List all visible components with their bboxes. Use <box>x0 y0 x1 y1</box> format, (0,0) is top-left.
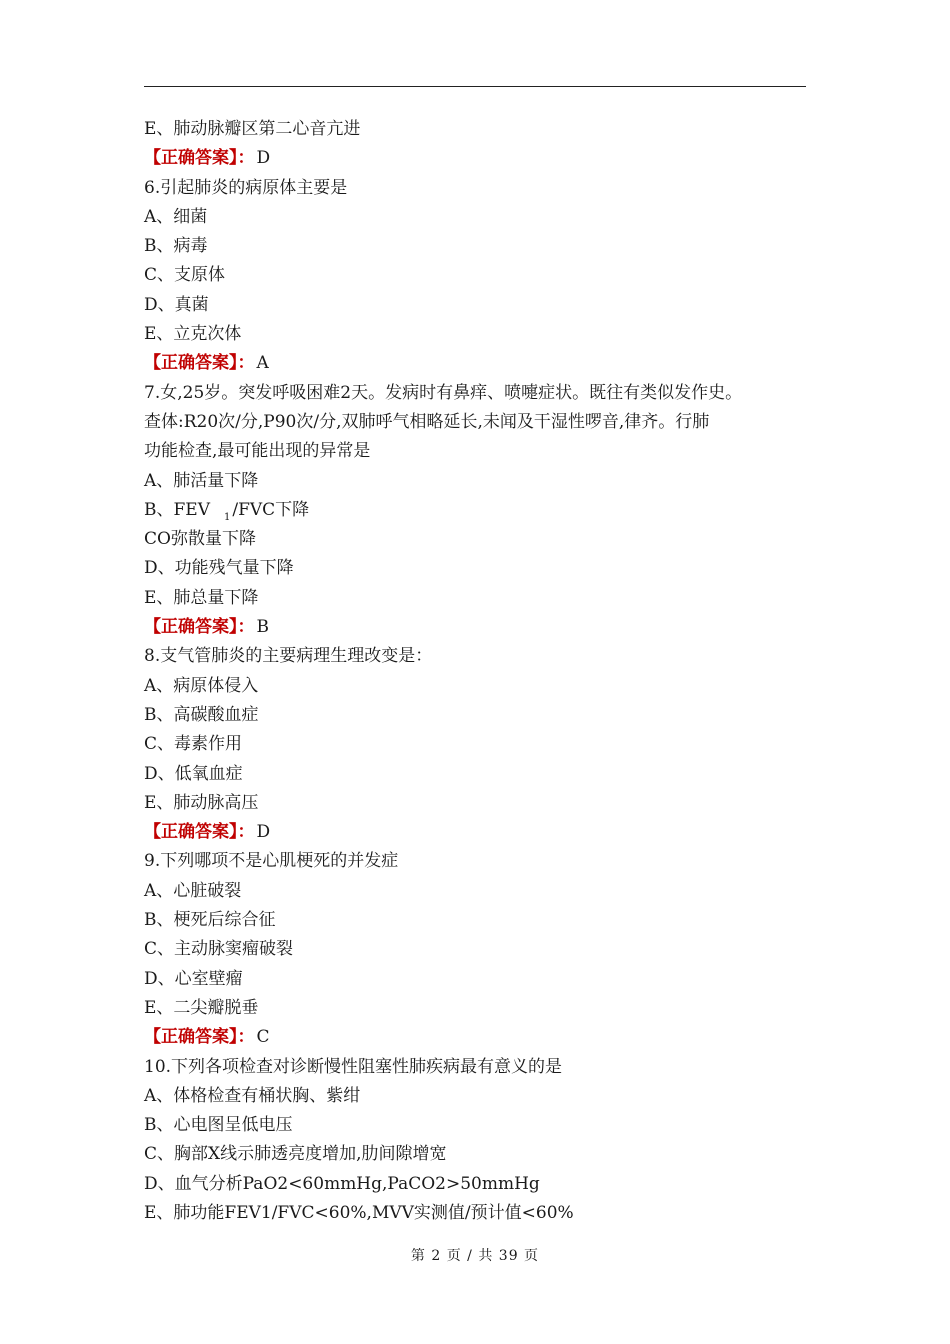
option-line: C、支原体 <box>144 265 226 286</box>
option-line: A、细菌 <box>144 206 208 227</box>
correct-answer-line <box>144 144 824 173</box>
option-line: E、二尖瓣脱垂 <box>144 997 259 1018</box>
option-line: B、梗死后综合征 <box>144 910 276 931</box>
option-line: D、心室壁瘤 <box>144 968 243 989</box>
option-line: C、主动脉窦瘤破裂 <box>144 939 294 960</box>
option-line: C、胸部X线示肺透亮度增加,肋间隙增宽 <box>144 1144 447 1165</box>
option-line: D、功能残气量下降 <box>144 558 294 579</box>
option-line: E、肺总量下降 <box>144 587 259 608</box>
option-line: CO弥散量下降 <box>144 529 256 550</box>
question-stem: 10.下列各项检查对诊断慢性阻塞性肺疾病最有意义的是 <box>144 1056 563 1077</box>
page-footer: 第 2 页 / 共 39 页 <box>410 1248 540 1264</box>
correct-answer-line <box>144 349 824 378</box>
correct-answer-line <box>144 1023 824 1052</box>
option-text: /FVC下降 <box>232 499 310 520</box>
option-line: E、立克次体 <box>144 324 242 345</box>
question-stem: 9.下列哪项不是心肌梗死的并发症 <box>144 851 399 872</box>
option-line: D、低氧血症 <box>144 763 243 784</box>
option-line: E、肺功能FEV1/FVC<60%,MVV实测值/预计值<60% <box>144 1202 574 1223</box>
option-line: 查体:R20次/分,P90次/分,双肺呼气相略延长,未闻及干湿性啰音,律齐。行肺 <box>144 411 710 432</box>
answer-value: A <box>256 353 269 374</box>
option-line: A、病原体侵入 <box>144 675 259 696</box>
answer-label: 【正确答案】： <box>144 617 255 638</box>
option-line: C、毒素作用 <box>144 734 243 755</box>
answer-label: 【正确答案】： <box>144 353 255 374</box>
answer-label: 【正确答案】： <box>144 822 255 843</box>
answer-label: 【正确答案】： <box>144 148 255 169</box>
answer-label: 【正确答案】： <box>144 1027 255 1048</box>
question-content <box>144 115 824 1228</box>
option-line: D、真菌 <box>144 294 209 315</box>
option-line: E、肺动脉瓣区第二心音亢进 <box>144 119 361 139</box>
answer-value: D <box>256 148 271 169</box>
option-line: B、高碳酸血症 <box>144 704 259 725</box>
question-stem: 6.引起肺炎的病原体主要是 <box>144 177 348 198</box>
option-line: B、病毒 <box>144 236 208 257</box>
option-line: E、肺动脉高压 <box>144 792 259 813</box>
header-rule <box>144 86 806 87</box>
answer-value: B <box>256 617 269 638</box>
option-line: A、体格检查有桶状胸、紫绀 <box>144 1085 361 1106</box>
subscript: 1 <box>223 511 231 523</box>
question-stem: 7.女,25岁。突发呼吸困难2天。发病时有鼻痒、喷嚏症状。既往有类似发作史。 <box>144 382 743 403</box>
correct-answer-line <box>144 818 824 847</box>
question-stem: 8.支气管肺炎的主要病理生理改变是： <box>144 646 433 667</box>
option-line: A、心脏破裂 <box>144 880 242 901</box>
correct-answer-line <box>144 613 824 642</box>
option-text: B、FEV <box>144 499 210 520</box>
answer-value: D <box>256 822 271 843</box>
option-line: A、肺活量下降 <box>144 470 259 491</box>
option-line <box>144 496 824 525</box>
option-line: 功能检查,最可能出现的异常是 <box>144 441 371 462</box>
option-line: B、心电图呈低电压 <box>144 1115 293 1136</box>
answer-value: C <box>256 1027 270 1048</box>
option-line: D、血气分析PaO2<60mmHg,PaCO2>50mmHg <box>144 1173 540 1194</box>
